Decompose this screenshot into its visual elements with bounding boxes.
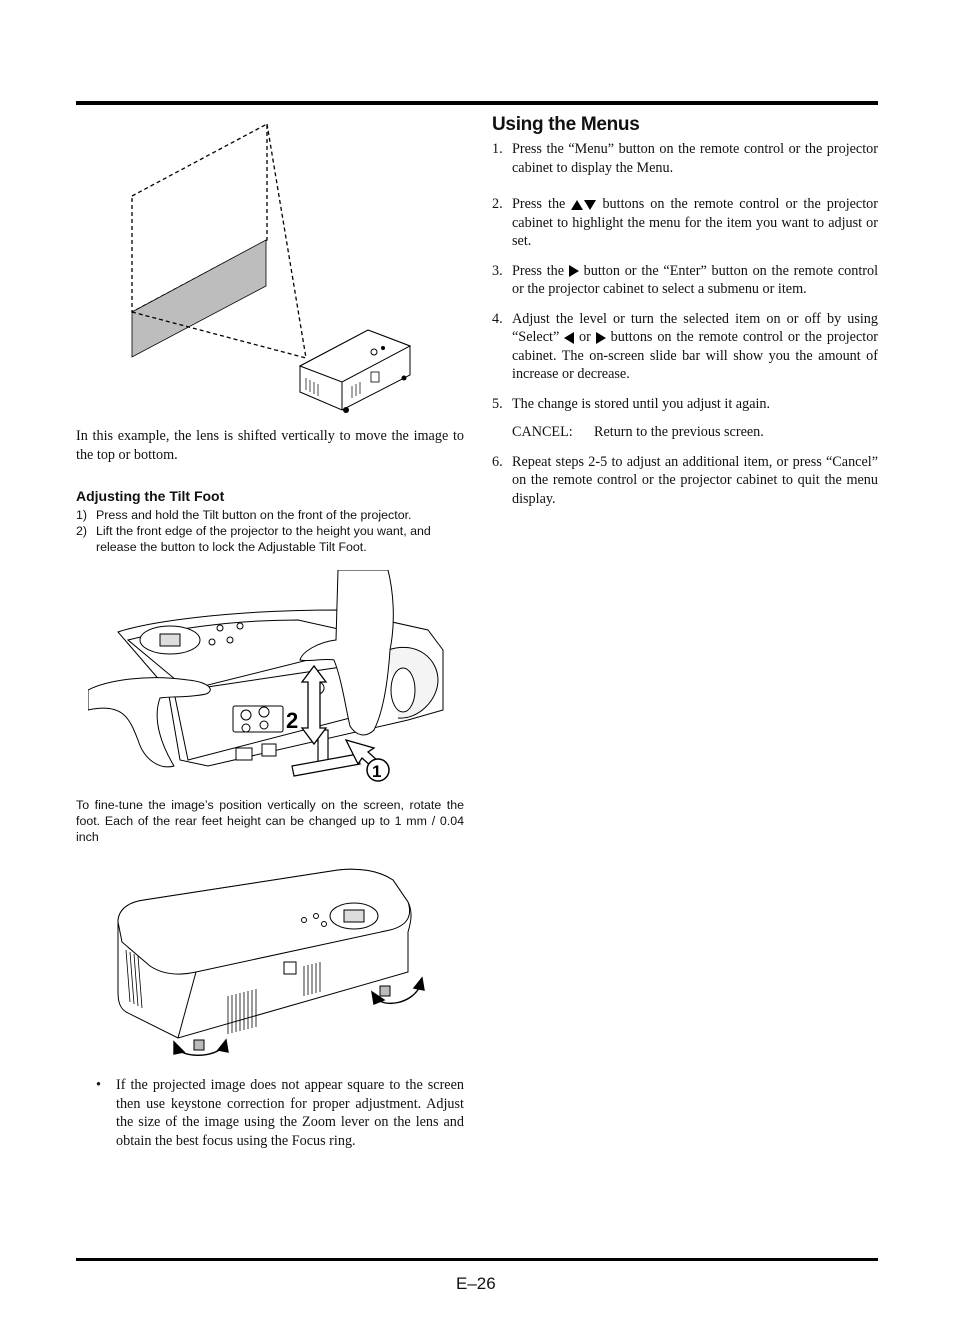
step-number: 5. [492, 395, 503, 412]
left-triangle-icon [564, 332, 574, 344]
step-number: 4. [492, 310, 503, 327]
list-item [76, 523, 464, 555]
step-number: 6. [492, 453, 503, 470]
list-item [76, 507, 464, 523]
lens-shift-illustration [128, 120, 416, 416]
step-number: 1) [76, 508, 88, 522]
cancel-row [512, 423, 878, 442]
list-item [492, 395, 878, 442]
list-item [492, 140, 878, 177]
tilt-foot-heading: Adjusting the Tilt Foot [76, 488, 225, 504]
step-text: buttons on the remote control or the projector cabinet to highlight the menu for the item you want to adjust or set. [512, 196, 878, 249]
list-item [492, 262, 878, 299]
cancel-description: Return to the previous screen. [594, 424, 764, 440]
step-text: Press the [512, 262, 565, 279]
step-text: button or the “Enter” button on the remote control or the projector cabinet to select a submenu or item. [512, 262, 879, 297]
top-rule [76, 101, 878, 105]
tilt-foot-illustration [88, 570, 460, 790]
step-text: Press the “Menu” button on the remote control or the projector cabinet to display the Menu. [512, 141, 878, 176]
list-item [492, 195, 878, 251]
down-triangle-icon [584, 200, 596, 210]
fine-tune-note: To fine-tune the image’s position vertically on the screen, rotate the foot. Each of the rear feet height can be changed up to 1 mm / 0.04 inch [76, 798, 464, 844]
projected-image [132, 240, 266, 357]
lens-shift-note: In this example, the lens is shifted vertically to move the image to the top or bottom. [76, 428, 464, 463]
right-triangle-icon [596, 332, 606, 344]
bullet-mark: • [96, 1077, 101, 1093]
step-text: Press and hold the Tilt button on the front of the projector. [96, 508, 412, 522]
cancel-label: CANCEL: [512, 424, 573, 440]
list-item [492, 453, 878, 509]
projector-drawing [300, 330, 410, 413]
rear-feet-illustration [108, 862, 438, 1062]
right-triangle-icon [569, 265, 579, 277]
page-number: E–26 [456, 1274, 496, 1293]
callout-2: 2 [286, 708, 299, 733]
step-text: buttons on the remote control or the projector cabinet. The on-screen slide bar will show you the amount of increase or decrease. [512, 329, 879, 382]
step-number: 2. [492, 196, 503, 212]
bullet-text: If the projected image does not appear square to the screen then use keystone correction for proper adjustment. Adjust the size of the image using the Zoom lever on the lens and obtain the best focus using the Focus ring. [116, 1077, 464, 1149]
step-text: or [579, 329, 591, 345]
section-title: Using the Menus [492, 114, 640, 135]
rear-foot-left [194, 1040, 204, 1050]
list-item [492, 310, 878, 384]
step-number: 3. [492, 262, 503, 279]
step-text: Adjust the level or turn the selected item on or off by using “Select” [512, 310, 878, 345]
projector-drawing [118, 869, 411, 1038]
step-text: Lift the front edge of the projector to the height you want, and release the button to lock the Adjustable Tilt Foot. [96, 524, 431, 554]
step-text: Press the [512, 196, 566, 212]
step-number: 2) [76, 524, 88, 538]
tilt-foot-steps [76, 507, 464, 555]
keystone-bullet [96, 1076, 464, 1150]
bottom-rule [76, 1258, 878, 1261]
callout-1: 1 [372, 762, 382, 781]
up-triangle-icon [571, 200, 583, 210]
step-number: 1. [492, 141, 503, 157]
step-text: Repeat steps 2-5 to adjust an additional item, or press “Cancel” on the remote control or the projector cabinet to quit the menu display. [512, 453, 878, 507]
step-text: The change is stored until you adjust it again. [512, 395, 771, 412]
rear-foot-right [380, 986, 390, 996]
menu-steps [492, 140, 878, 508]
